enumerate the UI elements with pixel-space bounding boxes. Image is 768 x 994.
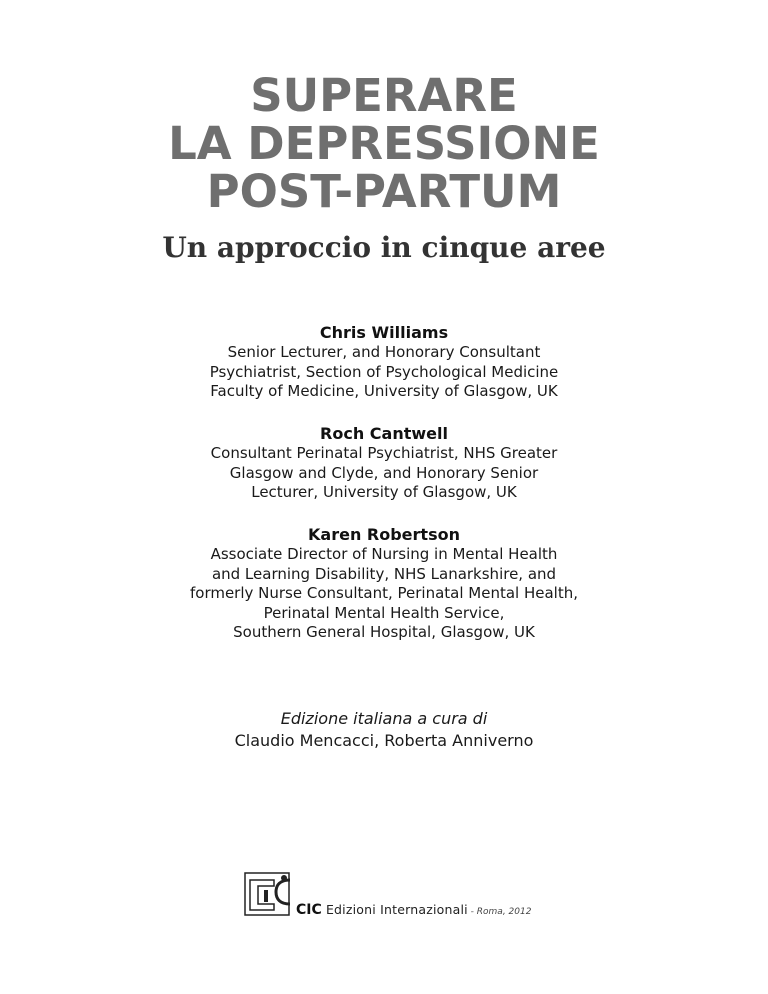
author-name: Roch Cantwell [320,424,448,443]
author-name: Karen Robertson [308,525,460,544]
author-affiliation-line: Lecturer, University of Glasgow, UK [251,483,517,501]
edition-editors: Claudio Mencacci, Roberta Anniverno [234,731,534,750]
author-block-2 [0,423,768,503]
author-affiliation-line: formerly Nurse Consultant, Perinatal Mental Health, [189,584,579,602]
author-affiliation-line: Senior Lecturer, and Honorary Consultant [227,343,541,361]
book-subtitle: Un approccio in cinque aree [162,231,606,264]
author-affiliation-line: Perinatal Mental Health Service, [263,603,505,622]
book-title [0,69,768,218]
edition-label: Edizione italiana a cura di [280,709,488,728]
publisher-name: Edizioni Internazionali [321,902,468,917]
publisher-imprint [244,872,564,922]
publisher-text [296,902,531,920]
author-affiliation-line: Psychiatrist, Section of Psychological Medicine [209,362,559,381]
publisher-place-year: - Roma, 2012 [467,907,532,917]
publisher-short-name: CIC [296,902,322,918]
title-line-3: POST-PARTUM [206,165,562,218]
author-name: Chris Williams [319,323,449,342]
author-affiliation-line: and Learning Disability, NHS Lanarkshire, and [211,564,557,583]
author-affiliation-line: Consultant Perinatal Psychiatrist, NHS Greater [210,444,558,462]
author-block-1 [0,322,768,402]
author-affiliation-line: Southern General Hospital, Glasgow, UK [233,623,535,641]
author-affiliation-line: Associate Director of Nursing in Mental Health [210,545,558,563]
author-affiliation-line: Faculty of Medicine, University of Glasgow, UK [210,382,558,400]
publisher-logo [244,872,294,916]
author-affiliation-line: Glasgow and Clyde, and Honorary Senior [229,463,539,482]
author-block-3 [0,524,768,643]
title-line-2: LA DEPRESSIONE [168,117,600,170]
title-line-1: SUPERARE [250,69,518,122]
italian-edition-credit [0,708,768,752]
